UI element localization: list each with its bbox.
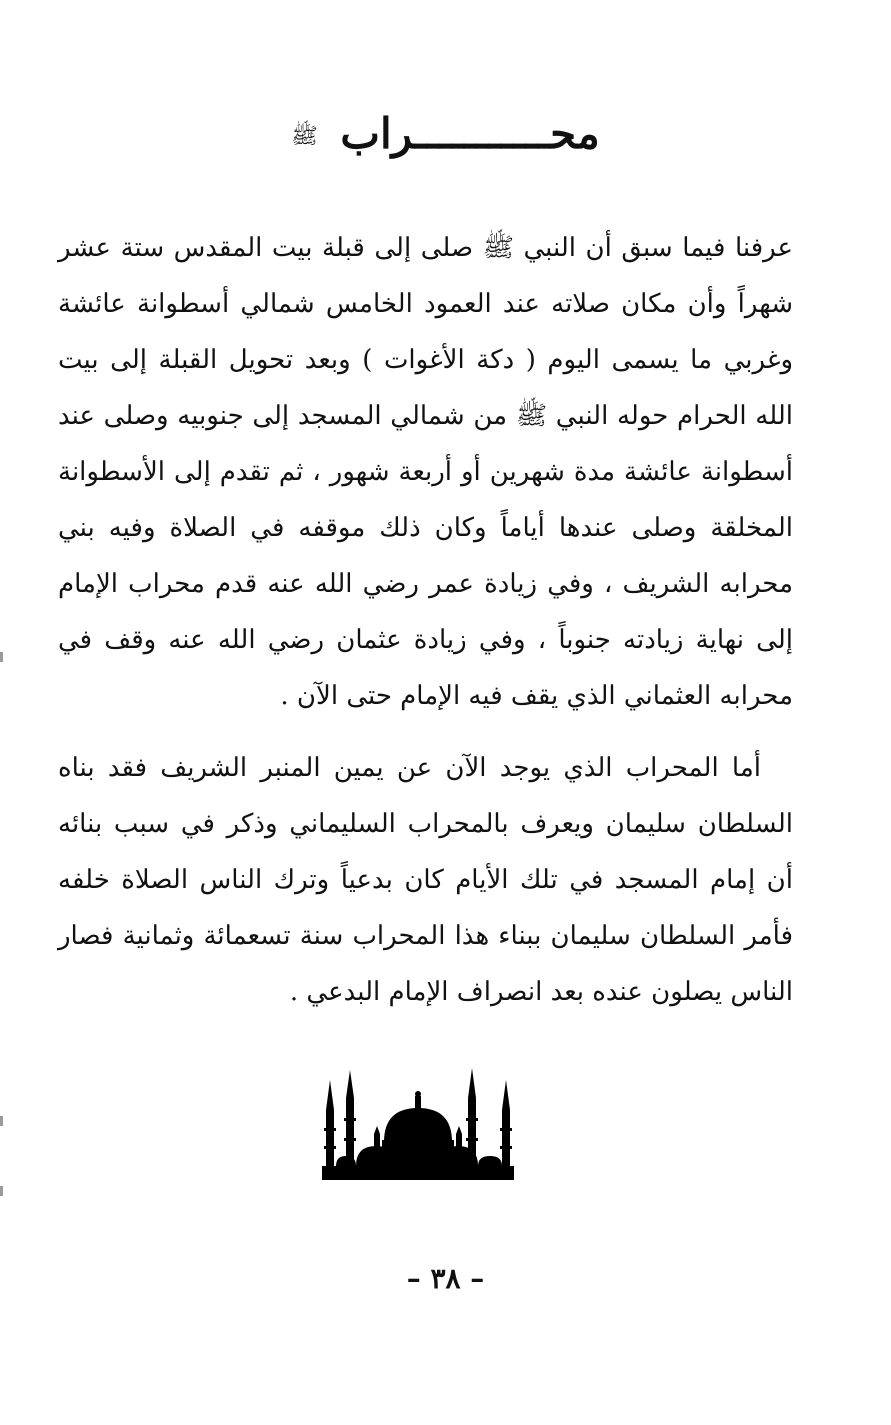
scan-edge-mark	[0, 652, 3, 662]
chapter-title	[0, 108, 891, 163]
scan-edge-mark	[0, 1186, 3, 1196]
mosque-silhouette-icon	[318, 1062, 518, 1186]
honorific-glyph: ﷺ	[291, 124, 318, 149]
body-text	[58, 220, 793, 1020]
paragraph: عرفنا فيما سبق أن النبي ﷺ صلى إلى قبلة بيت المقدس ستة عشر شهراً وأن مكان صلاته عند العمود الخامس شمالي أسطوانة عائشة وغربي ما يسمى اليوم ( دكة الأغوات ) وبعد تحويل القبلة إلى بيت الله الحرام حوله النبي ﷺ من شمالي المسجد إلى جنوبيه وصلى عند أسطوانة عائشة مدة شهرين أو أربعة شهور ، ثم تقدم إلى الأسطوانة المخلقة وصلى عندها أياماً وكان ذلك موقفه في الصلاة وفيه بني محرابه الشريف ، وفي زيادة عمر رضي الله عنه قدم محراب الإمام إلى نهاية زيادته جنوباً ، وفي زيادة عثمان رضي الله عنه وقف في محرابه العثماني الذي يقف فيه الإمام حتى الآن .	[58, 233, 794, 711]
chapter-title-text: محـــــــــــراب	[340, 109, 600, 158]
scan-edge-mark	[0, 1116, 3, 1126]
paragraph: أما المحراب الذي يوجد الآن عن يمين المنبر الشريف فقد بناه السلطان سليمان ويعرف بالمحراب السليماني وذكر في سبب بنائه أن إمام المسجد في تلك الأيام كان بدعياً وترك الناس الصلاة خلفه فأمر السلطان سليمان ببناء هذا المحراب سنة تسعمائة وثمانية فصار الناس يصلون عنده بعد انصراف الإمام البدعي .	[58, 753, 793, 1007]
page-number: – ٣٨ –	[406, 1262, 485, 1295]
